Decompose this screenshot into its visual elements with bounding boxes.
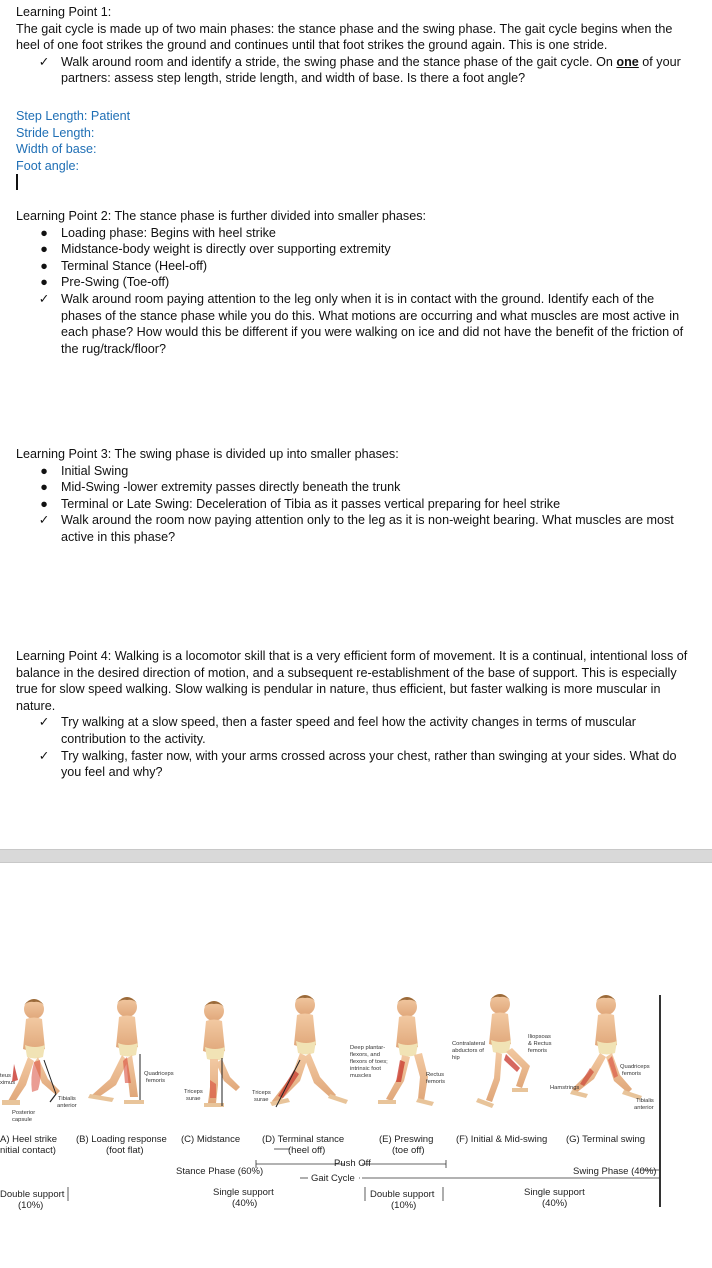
muscle-label: capsule [12, 1117, 32, 1123]
muscle-label: Iliopsoas [528, 1034, 551, 1040]
muscle-label: Triceps [252, 1090, 271, 1096]
emphasis-one: one [616, 54, 639, 69]
gait-cycle-figure [0, 990, 712, 1220]
support-label: Single support [524, 1187, 585, 1198]
list-item: ● Initial Swing [16, 463, 696, 480]
muscle-label: Deep plantar- [350, 1045, 386, 1051]
text-cursor [16, 174, 18, 190]
phase-caption: (foot flat) [106, 1145, 144, 1156]
support-label: (10%) [391, 1200, 417, 1211]
muscle-label: hip [452, 1055, 460, 1061]
support-label: Double support [0, 1189, 65, 1200]
bullet-icon: ● [40, 225, 48, 240]
muscle-label: ximus [0, 1080, 16, 1086]
lp4-check-item: ✓ Try walking, faster now, with your arms crossed across your chest, rather than swinging at your sides. What do you feel and why? [16, 748, 696, 781]
walker-figure-e [378, 997, 434, 1106]
muscle-label: femoris [146, 1078, 166, 1084]
learning-point-2 [16, 208, 696, 357]
lp1-checklist [16, 54, 696, 87]
checkmark-icon: ✓ [38, 54, 50, 69]
phase-caption: (E) Preswing [379, 1134, 434, 1145]
support-label: (10%) [18, 1200, 44, 1211]
step-length-field[interactable]: Step Length: Patient [16, 109, 131, 123]
checkmark-icon: ✓ [38, 513, 50, 528]
lp4-check-item: ✓ Try walking at a slow speed, then a faster speed and feel how the activity changes in terms of muscular contribution to the activity. [16, 714, 696, 747]
muscle-label: teus [0, 1073, 11, 1079]
muscle-label: surae [186, 1096, 201, 1102]
bullet-icon: ● [40, 258, 48, 273]
walker-figure-a [2, 999, 60, 1105]
phase-caption: (D) Terminal stance [262, 1134, 345, 1145]
list-item: ● Terminal or Late Swing: Deceleration of Tibia as it passes vertical preparing for heel strike [16, 496, 696, 513]
stance-phase-label: Stance Phase (60%) [176, 1166, 264, 1177]
muscle-label: Rectus [426, 1072, 445, 1078]
gait-illustrations [0, 990, 712, 1220]
list-item: ● Terminal Stance (Heel-off) [16, 258, 696, 275]
muscle-label: Quadriceps [620, 1064, 650, 1070]
phase-caption: (B) Loading response [76, 1134, 167, 1145]
learning-point-1 [16, 4, 696, 87]
foot-angle-field[interactable]: Foot angle: [16, 158, 80, 173]
muscle-label: Contralateral [452, 1041, 486, 1047]
support-label: (40%) [542, 1198, 568, 1209]
bullet-icon: ● [40, 496, 48, 511]
muscle-label: flexors, and [350, 1052, 380, 1058]
muscle-label: abductors of [452, 1048, 484, 1054]
page-divider [0, 849, 712, 863]
learning-point-4 [16, 648, 696, 781]
lp3-list [16, 463, 696, 546]
muscle-label: Quadriceps [144, 1071, 174, 1077]
checkmark-icon: ✓ [38, 291, 50, 306]
push-off-label: Push Off [334, 1158, 371, 1169]
learning-point-3 [16, 446, 696, 546]
muscle-label: anterior [634, 1105, 654, 1111]
muscle-label: Triceps [184, 1089, 203, 1095]
lp4-intro: Learning Point 4: Walking is a locomotor skill that is a very efficient form of movement. It is a continual, intentional loss of balance in the desired direction of motion, and a subsequent re-establishment of the base of support. This is especially true for slow speed walking. Slow walking is pendular in nature, thus efficient, but faster walking is more muscular in nature. [16, 649, 688, 713]
muscle-label: Posterior [12, 1110, 36, 1116]
bullet-icon: ● [40, 480, 48, 495]
list-item: ● Loading phase: Begins with heel strike [16, 225, 696, 242]
bullet-icon: ● [40, 242, 48, 257]
checkmark-icon: ✓ [38, 748, 50, 763]
lp1-check-item: ✓ Walk around room and identify a stride, the swing phase and the stance phase of the gait cycle. On one of your partners: assess step length, stride length, and width of base. Is there a foot angle? [16, 54, 696, 87]
muscle-label: muscles [350, 1073, 372, 1079]
answer-fields [16, 108, 130, 174]
lp3-check-item: ✓ Walk around the room now paying attention only to the leg as it is non-weight bearing. What muscles are most active in this phase? [16, 512, 696, 545]
bullet-icon: ● [40, 275, 48, 290]
list-item: ● Midstance-body weight is directly over supporting extremity [16, 241, 696, 258]
walker-figure-f [476, 994, 530, 1108]
phase-caption: (heel off) [288, 1145, 326, 1156]
muscle-label: Tibialis [58, 1096, 76, 1102]
swing-phase-label: Swing Phase (40%) [573, 1166, 657, 1177]
bullet-icon: ● [40, 463, 48, 478]
phase-caption: (toe off) [392, 1145, 425, 1156]
width-of-base-field[interactable]: Width of base: [16, 142, 97, 157]
muscle-label: femoris [426, 1079, 446, 1085]
stride-length-field[interactable]: Stride Length: [16, 125, 95, 140]
muscle-label: & Rectus [528, 1041, 552, 1047]
phase-caption: (F) Initial & Mid-swing [456, 1134, 548, 1145]
list-item: ● Mid-Swing -lower extremity passes directly beneath the trunk [16, 479, 696, 496]
lp1-intro: The gait cycle is made up of two main phases: the stance phase and the swing phase. The gait cycle begins when the heel of one foot strikes the ground and continues until that foot strikes the ground again. This is one stride. [16, 21, 673, 53]
muscle-label: Tibialis [636, 1098, 654, 1104]
muscle-label: anterior [57, 1103, 77, 1109]
muscle-label: flexors of toes; [350, 1059, 388, 1065]
figure-border [659, 995, 661, 1207]
lp1-heading: Learning Point 1: [16, 5, 112, 19]
phase-caption: nitial contact) [0, 1145, 56, 1156]
walker-figure-d [270, 995, 348, 1107]
walker-figure-g [570, 995, 642, 1100]
lp2-check-item: ✓ Walk around room paying attention to the leg only when it is in contact with the ground. Identify each of the phases of the stance phase while you do this. What motions are occurring and what muscles are most active in each phase? How would this be different if you were walking on ice and did not have the benefit of the friction of the rug/track/floor? [16, 291, 696, 357]
lp4-list [16, 714, 696, 780]
checkmark-icon: ✓ [38, 715, 50, 730]
support-label: Single support [213, 1187, 274, 1198]
lp3-heading: Learning Point 3: The swing phase is divided up into smaller phases: [16, 447, 399, 461]
lp2-list [16, 225, 696, 358]
muscle-label: intrinsic foot [350, 1066, 381, 1072]
muscle-label: femoris [528, 1048, 548, 1054]
muscle-label: surae [254, 1097, 269, 1103]
list-item: ● Pre-Swing (Toe-off) [16, 274, 696, 291]
support-label: (40%) [232, 1198, 258, 1209]
gait-cycle-label: Gait Cycle [311, 1173, 355, 1184]
walker-figure-b [88, 997, 144, 1104]
lp2-heading: Learning Point 2: The stance phase is further divided into smaller phases: [16, 209, 427, 223]
phase-caption: (C) Midstance [181, 1134, 241, 1145]
support-label: Double support [370, 1189, 435, 1200]
walker-figure-c [203, 1001, 240, 1107]
phase-caption: (G) Terminal swing [566, 1134, 646, 1145]
muscle-label: Hamstrings [550, 1085, 580, 1091]
phase-caption: A) Heel strike [0, 1134, 58, 1145]
muscle-label: femoris [622, 1071, 642, 1077]
